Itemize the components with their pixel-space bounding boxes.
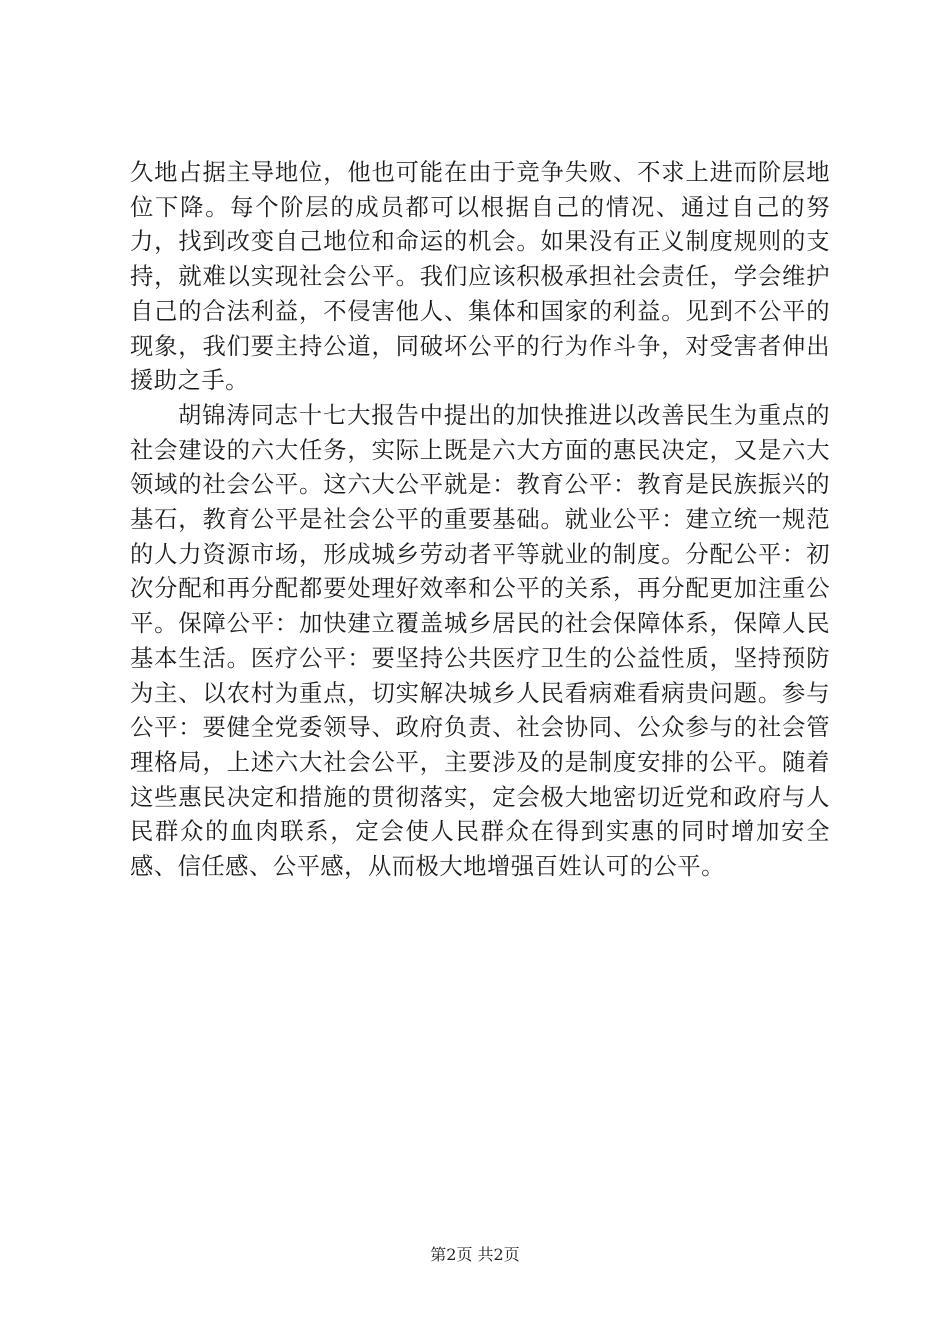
paragraph-six-fairness: 胡锦涛同志十七大报告中提出的加快推进以改善民生为重点的社会建设的六大任务，实际上既是六大方面的惠民决定，又是六大领域的社会公平。这六大公平就是：教育公平：教育是民族振兴的基石，教育公平是社会公平的重要基础。就业公平：建立统一规范的人力资源市场，形成城乡劳动者平等就业的制度。分配公平：初次分配和再分配都要处理好效率和公平的关系，再分配更加注重公平。保障公平：加快建立覆盖城乡居民的社会保障体系，保障人民基本生活。医疗公平：要坚持公共医疗卫生的公益性质，坚持预防为主、以农村为重点，切实解决城乡人民看病难看病贵问题。参与公平：要健全党委领导、政府负责、社会协同、公众参与的社会管理格局，上述六大社会公平，主要涉及的是制度安排的公平。随着这些惠民决定和措施的贯彻落实，定会极大地密切近党和政府与人民群众的血肉联系，定会使人民群众在得到实惠的同时增加安全感、信任感、公平感，从而极大地增强百姓认可的公平。 bbox=[130, 401, 830, 881]
page-number-footer: 第2页 共2页 bbox=[430, 1245, 520, 1264]
document-body bbox=[130, 156, 830, 885]
paragraph-continued: 久地占据主导地位，他也可能在由于竞争失败、不求上进而阶层地位下降。每个阶层的成员都可以根据自己的情况、通过自己的努力，找到改变自己地位和命运的机会。如果没有正义制度规则的支持，就难以实现社会公平。我们应该积极承担社会责任，学会维护自己的合法利益，不侵害他人、集体和国家的利益。见到不公平的现象，我们要主持公道，同破坏公平的行为作斗争，对受害者伸出援助之手。 bbox=[130, 159, 830, 395]
